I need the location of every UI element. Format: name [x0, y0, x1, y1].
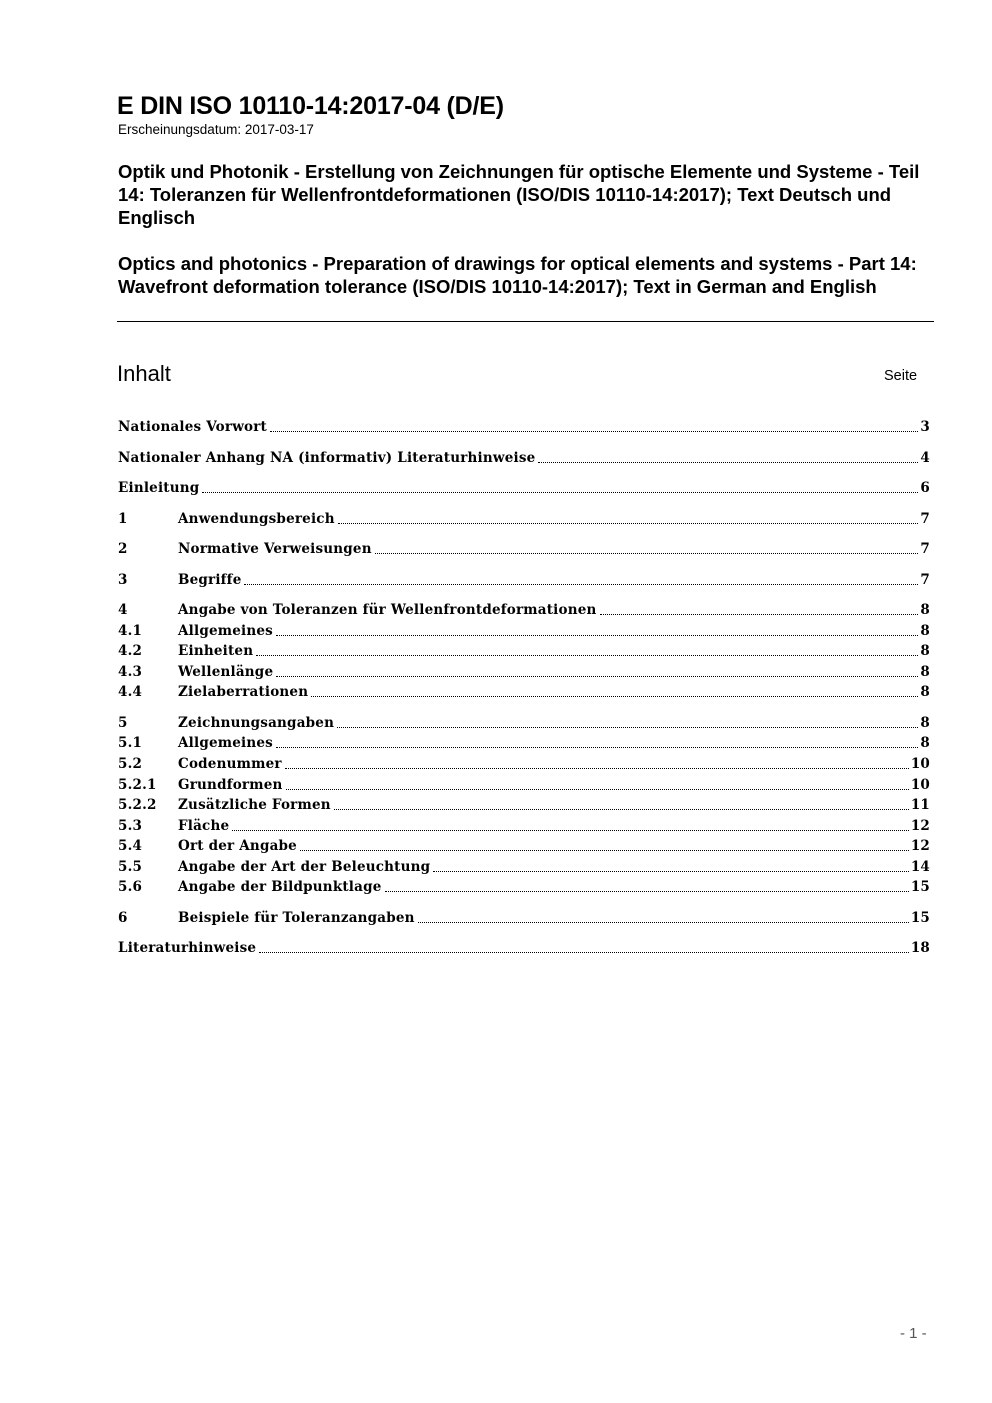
toc-entry-title: Anwendungsbereich	[178, 511, 335, 527]
toc-dot-leader	[244, 584, 918, 585]
toc-entry[interactable]	[118, 479, 930, 497]
toc-dot-leader	[232, 830, 909, 831]
toc-entry[interactable]	[118, 663, 930, 681]
toc-entry-page: 3	[920, 419, 930, 435]
toc-entry-number: 5.3	[118, 818, 143, 834]
toc-entry-title: Wellenlänge	[178, 664, 274, 680]
toc-entry-page: 8	[920, 684, 930, 700]
toc-dot-leader	[276, 747, 918, 748]
toc-entry-title: Allgemeines	[178, 735, 273, 751]
publication-date: Erscheinungsdatum: 2017-03-17	[118, 122, 314, 137]
toc-entry-page: 4	[920, 450, 930, 466]
toc-entry-number: 5.2	[118, 756, 143, 772]
toc-entry-page: 18	[910, 940, 930, 956]
title-german: Optik und Photonik - Erstellung von Zeichnungen für optische Elemente und Systeme - Teil 14: Toleranzen für Wellenfrontdeformationen (ISO/DIS 10110-14:2017); Text Deutsch und Englisch	[118, 161, 920, 228]
toc-entry-title: Einheiten	[178, 643, 254, 659]
document-id: E DIN ISO 10110-14:2017-04 (D/E)	[117, 92, 504, 120]
toc-entry-title: Grundformen	[178, 777, 283, 793]
toc-entry-number: 6	[118, 910, 128, 926]
toc-entry-title: Angabe der Art der Beleuchtung	[178, 859, 431, 875]
toc-entry-title: Nationaler Anhang NA (informativ) Literaturhinweise	[118, 450, 536, 466]
toc-entry-title: Zeichnungsangaben	[178, 715, 335, 731]
toc-entry[interactable]	[118, 909, 930, 927]
toc-entry-title: Normative Verweisungen	[178, 541, 372, 557]
toc-entry[interactable]	[118, 510, 930, 528]
toc-entry-page: 7	[920, 572, 930, 588]
toc-dot-leader	[337, 727, 918, 728]
title-english: Optics and photonics - Preparation of drawings for optical elements and systems - Part 14: Wavefront deformation tolerance (ISO/DIS 10110-14:2017); Text in German and English	[118, 253, 917, 297]
toc-entry-number: 4.4	[118, 684, 143, 700]
toc-entry[interactable]	[118, 796, 930, 814]
toc-entry[interactable]	[118, 540, 930, 558]
toc-dot-leader	[256, 655, 918, 656]
toc-entry-number: 4.2	[118, 643, 143, 659]
toc-dot-leader	[270, 431, 918, 432]
toc-entry-number: 5.2.1	[118, 777, 157, 793]
toc-entry[interactable]	[118, 714, 930, 732]
toc-entry-page: 8	[920, 735, 930, 751]
toc-entry[interactable]	[118, 622, 930, 640]
toc-heading: Inhalt	[117, 361, 171, 386]
toc-entry-page: 12	[910, 818, 930, 834]
toc-entry-page: 8	[920, 715, 930, 731]
toc-entry-title: Allgemeines	[178, 623, 273, 639]
toc-entry[interactable]	[118, 683, 930, 701]
toc-entry-page: 11	[910, 797, 930, 813]
toc-entry-title: Fläche	[178, 818, 230, 834]
toc-entry-page: 7	[920, 511, 930, 527]
toc-entry-number: 1	[118, 511, 128, 527]
toc-entry-page: 14	[910, 859, 930, 875]
toc-entry-title: Beispiele für Toleranzangaben	[178, 910, 415, 926]
toc-entry[interactable]	[118, 418, 930, 436]
toc-entry[interactable]	[118, 858, 930, 876]
toc-dot-leader	[600, 614, 919, 615]
toc-entry-number: 5.4	[118, 838, 143, 854]
toc-entry-number: 5.2.2	[118, 797, 157, 813]
toc-entry-title: Ort der Angabe	[178, 838, 297, 854]
toc-dot-leader	[334, 809, 909, 810]
toc-entry-title: Literaturhinweise	[118, 940, 257, 956]
toc-entry[interactable]	[118, 734, 930, 752]
toc-dot-leader	[385, 891, 909, 892]
toc-entry[interactable]	[118, 837, 930, 855]
title-divider	[117, 321, 934, 322]
toc-entry[interactable]	[118, 642, 930, 660]
toc-dot-leader	[311, 696, 918, 697]
toc-entry-page: 8	[920, 602, 930, 618]
page-number: - 1 -	[900, 1325, 927, 1342]
toc-entry-page: 8	[920, 664, 930, 680]
toc-entry-number: 5.6	[118, 879, 143, 895]
toc-entry-title: Angabe der Bildpunktlage	[178, 879, 382, 895]
toc-page-label: Seite	[884, 368, 918, 384]
toc-dot-leader	[538, 462, 918, 463]
toc-entry-number: 4.1	[118, 623, 143, 639]
toc-dot-leader	[259, 952, 909, 953]
toc-entry-page: 8	[920, 623, 930, 639]
toc-entry-page: 6	[920, 480, 930, 496]
toc-dot-leader	[300, 850, 909, 851]
toc-dot-leader	[202, 492, 918, 493]
toc-entry-number: 5.1	[118, 735, 143, 751]
toc-entry[interactable]	[118, 601, 930, 619]
toc-dot-leader	[433, 871, 909, 872]
toc-dot-leader	[286, 789, 909, 790]
toc-dot-leader	[285, 768, 909, 769]
toc-dot-leader	[338, 523, 919, 524]
toc-entry-title: Nationales Vorwort	[118, 419, 267, 435]
toc-entry[interactable]	[118, 776, 930, 794]
toc-entry-page: 15	[910, 879, 930, 895]
toc-entry[interactable]	[118, 817, 930, 835]
toc-entry-page: 12	[910, 838, 930, 854]
toc-entry-title: Zusätzliche Formen	[178, 797, 331, 813]
toc-entry[interactable]	[118, 878, 930, 896]
toc-entry-page: 8	[920, 643, 930, 659]
toc-dot-leader	[418, 922, 909, 923]
toc-entry[interactable]	[118, 449, 930, 467]
toc-entry-title: Begriffe	[178, 572, 242, 588]
toc-dot-leader	[276, 635, 918, 636]
toc-entry-page: 10	[910, 756, 930, 772]
toc-entry-title: Codenummer	[178, 756, 282, 772]
toc-entry-title: Zielaberrationen	[178, 684, 309, 700]
toc-entry-number: 5	[118, 715, 128, 731]
toc-entry-page: 10	[910, 777, 930, 793]
toc-entry-title: Einleitung	[118, 480, 200, 496]
toc-entry[interactable]	[118, 755, 930, 773]
toc-dot-leader	[375, 553, 919, 554]
toc-entry-number: 2	[118, 541, 128, 557]
toc-entry-page: 7	[920, 541, 930, 557]
toc-entry-number: 4	[118, 602, 128, 618]
toc-entry-number: 3	[118, 572, 128, 588]
toc-entry[interactable]	[118, 571, 930, 589]
toc-dot-leader	[276, 676, 918, 677]
toc-entry-title: Angabe von Toleranzen für Wellenfrontdeformationen	[178, 602, 597, 618]
toc-entry-page: 15	[910, 910, 930, 926]
toc-entry-number: 4.3	[118, 664, 143, 680]
toc-entry-number: 5.5	[118, 859, 143, 875]
toc-entry[interactable]	[118, 939, 930, 957]
